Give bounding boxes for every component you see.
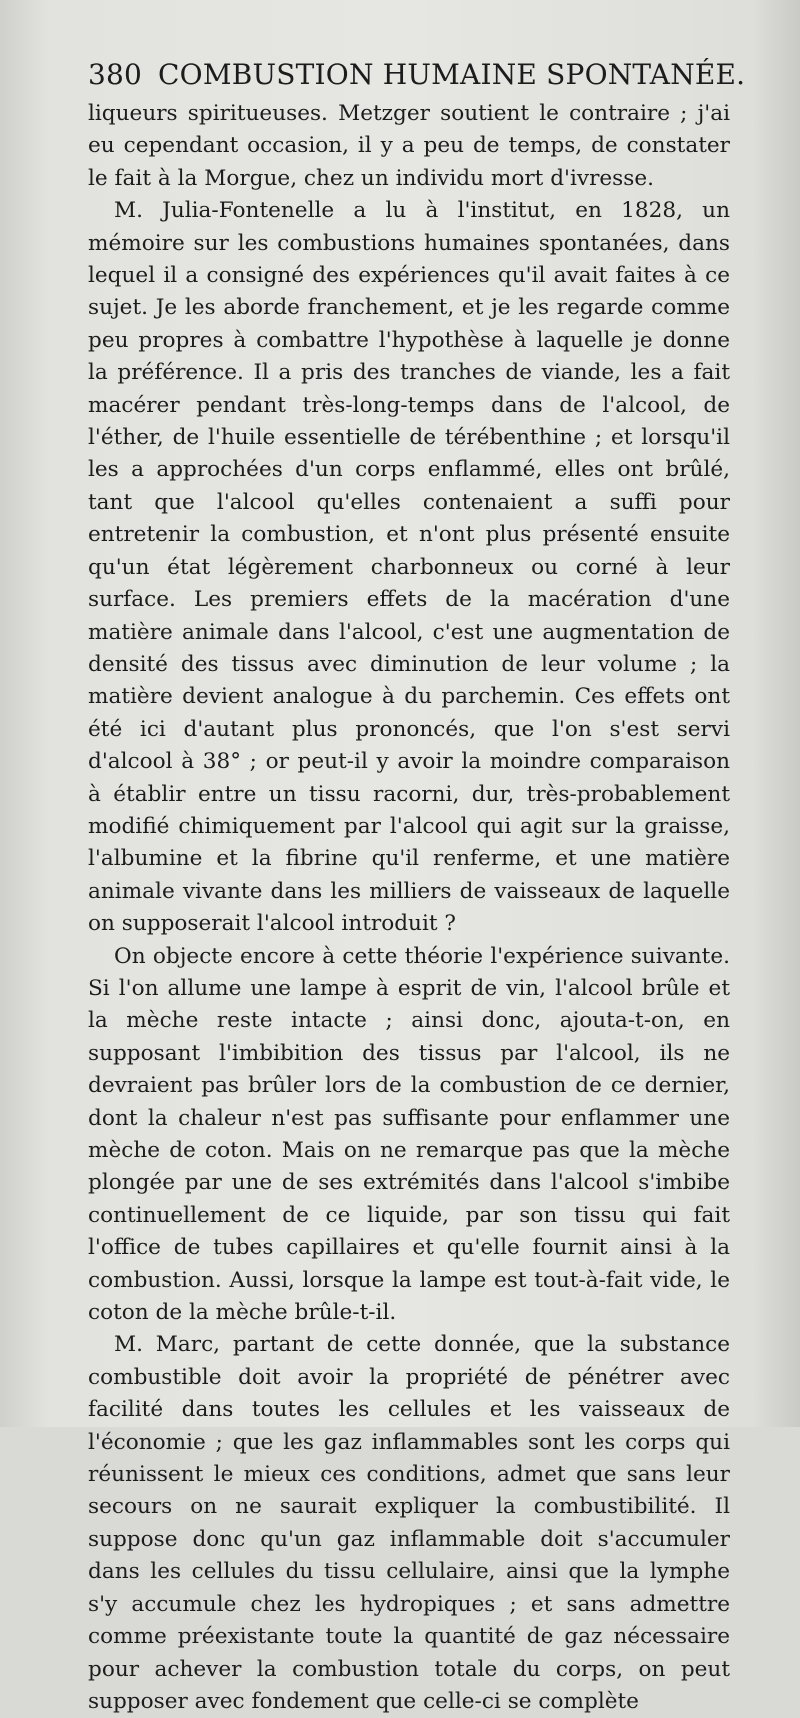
paragraph: M. Julia-Fontenelle a lu à l'institut, en 1828, un mémoire sur les combustions humaines spontanées, dans lequel il a consigné des expériences qu'il avait faites à ce sujet. Je les aborde franchement, et je les regarde comme peu propres à combattre l'hypothèse à laquelle je donne la préférence. Il a pris des tranches de viande, les a fait macérer pendant très-long-temps dans de l'alcool, de l'éther, de l'huile essentielle de térébenthine ; et lorsqu'il les a approchées d'un corps enflammé, elles ont brûlé, tant que l'alcool qu'elles contenaient a suffi pour entretenir la combustion, et n'ont plus présenté ensuite qu'un état légèrement charbonneux ou corné à leur surface. Les premiers effets de la macération d'une matière animale dans l'alcool, c'est une augmentation de densité des tissus avec diminution de leur volume ; la matière devient analogue à du parchemin. Ces effets ont été ici d'autant plus prononcés, que l'on s'est servi d'alcool à 38° ; or peut-il y avoir la moindre comparaison à établir entre un tissu racorni, dur, très-probablement modifié chimiquement par l'alcool qui agit sur la graisse, l'albumine et la fibrine qu'il renferme, et une matière animale vivante dans les milliers de vaisseaux de laquelle on supposerait l'alcool introduit ? [88, 198, 730, 937]
page-number: 380 [88, 58, 143, 91]
paragraph: On objecte encore à cette théorie l'expérience suivante. Si l'on allume une lampe à esprit de vin, l'alcool brûle et la mèche reste intacte ; ainsi donc, ajouta-t-on, en supposant l'imbibition des tissus par l'alcool, ils ne devraient pas brûler lors de la combustion de ce dernier, dont la chaleur n'est pas suffisante pour enflammer une mèche de coton. Mais on ne remarque pas que la mèche plongée par une de ses extrémités dans l'alcool s'imbibe continuellement de ce liquide, par son tissu qui fait l'office de tubes capillaires et qu'elle fournit ainsi à la combustion. Aussi, lorsque la lampe est tout-à-fait vide, le coton de la mèche brûle-t-il. [88, 943, 730, 1326]
page-body [88, 98, 730, 1718]
paragraph: M. Marc, partant de cette donnée, que la substance combustible doit avoir la propriété de pénétrer avec facilité dans toutes les cellules et les vaisseaux de l'économie ; que les gaz inflammables sont les corps qui réunissent le mieux ces conditions, admet que sans leur secours on ne saurait expliquer la combustibilité. Il suppose donc qu'un gaz inflammable doit s'accumuler dans les cellules du tissu cellulaire, ainsi que la lymphe s'y accumule chez les hydropiques ; et sans admettre comme préexistante toute la quantité de gaz nécessaire pour achever la combustion totale du corps, on peut supposer avec fondement que celle-ci se complète [88, 1332, 730, 1714]
page-header [88, 56, 768, 94]
running-title: COMBUSTION HUMAINE SPONTANÉE. [158, 58, 746, 91]
paragraph-continuation: liqueurs spiritueuses. Metzger soutient le contraire ; j'ai eu cependant occasion, il y a peu de temps, de constater le fait à la Morgue, chez un individu mort d'ivresse. [88, 101, 730, 191]
